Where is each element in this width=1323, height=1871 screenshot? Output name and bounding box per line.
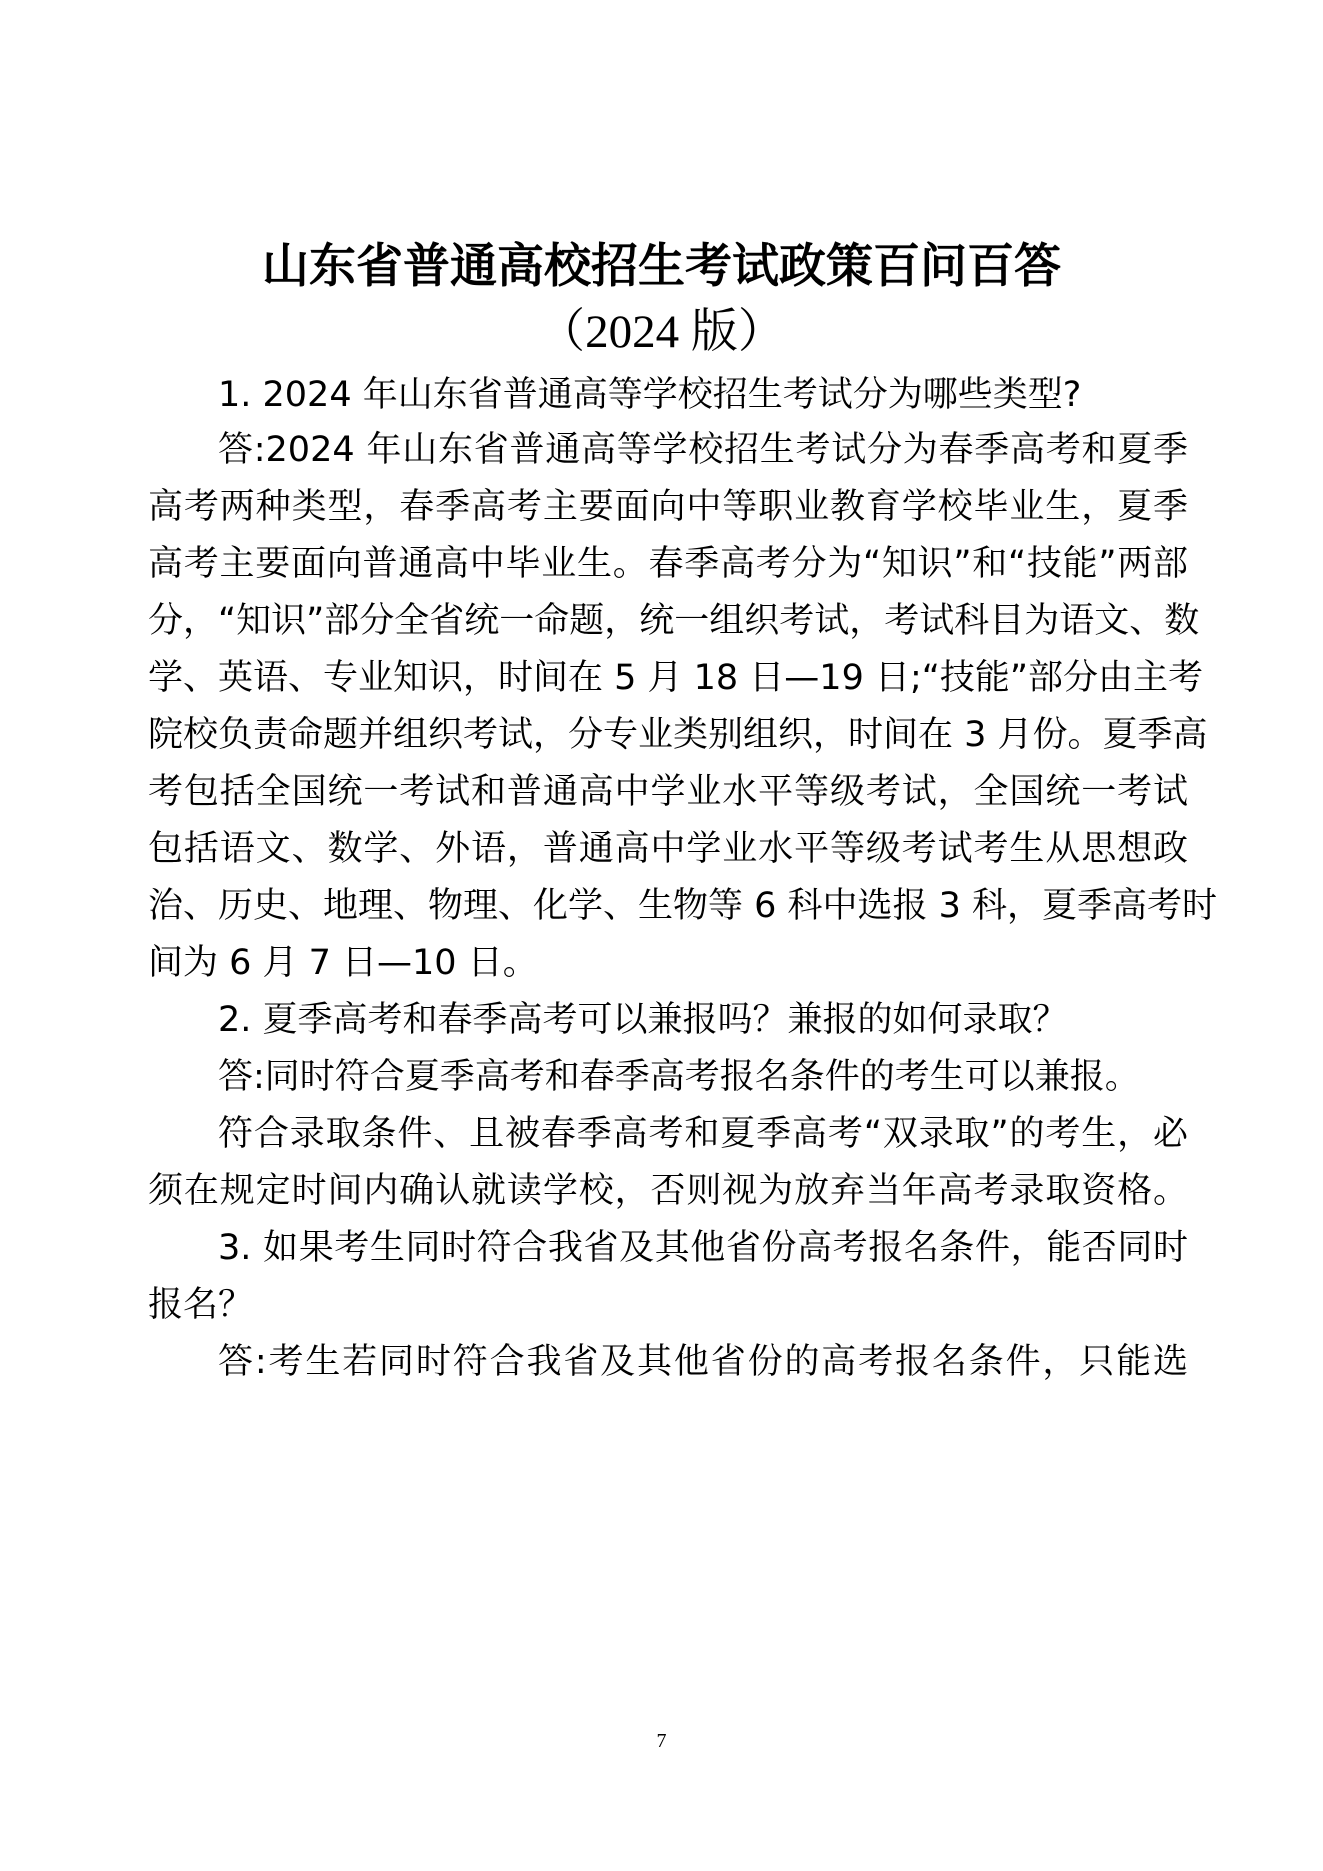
answer-2-line-1: 答:同时符合夏季高考和春季高考报名条件的考生可以兼报。 (218, 1057, 1140, 1097)
answer-1-line-5: 学、英语、专业知识，时间在 5 月 18 日—19 日;“技能”部分由主考 (148, 658, 1204, 698)
page-number: 7 (656, 1730, 667, 1752)
question-1: 1. 2024 年山东省普通高等学校招生考试分为哪些类型? (218, 375, 1082, 415)
answer-1-line-7: 考包括全国统一考试和普通高中学业水平等级考试，全国统一考试 (148, 772, 1188, 812)
title-line-1: 山东省普通高校招生考试政策百问百答 (262, 239, 1061, 294)
answer-1-line-4: 分，“知识”部分全省统一命题，统一组织考试，考试科目为语文、数 (148, 601, 1200, 641)
answer-1-line-6: 院校负责命题并组织考试，分专业类别组织，时间在 3 月份。夏季高 (148, 715, 1208, 755)
answer-1-line-10: 间为 6 月 7 日—10 日。 (148, 943, 538, 983)
title-line-2: （2024 版） (538, 306, 785, 358)
answer-1-line-3: 高考主要面向普通高中毕业生。春季高考分为“知识”和“技能”两部 (148, 544, 1188, 584)
answer-1-line-1: 答:2024 年山东省普通高等学校招生考试分为春季高考和夏季 (218, 430, 1188, 470)
answer-2-line-2: 符合录取条件、且被春季高考和夏季高考“双录取”的考生，必 (218, 1114, 1188, 1154)
answer-1-line-2: 高考两种类型，春季高考主要面向中等职业教育学校毕业生，夏季 (148, 487, 1188, 527)
answer-3-line-1: 答:考生若同时符合我省及其他省份的高考报名条件，只能选 (218, 1342, 1188, 1382)
answer-1-line-8: 包括语文、数学、外语，普通高中学业水平等级考试考生从思想政 (148, 829, 1188, 869)
answer-1-line-9: 治、历史、地理、物理、化学、生物等 6 科中选报 3 科，夏季高考时 (148, 886, 1218, 926)
question-2: 2. 夏季高考和春季高考可以兼报吗？兼报的如何录取？ (218, 1000, 1068, 1040)
answer-2-line-3: 须在规定时间内确认就读学校，否则视为放弃当年高考录取资格。 (148, 1171, 1188, 1211)
question-3-line-2: 报名？ (148, 1285, 254, 1325)
question-3-line-1: 3. 如果考生同时符合我省及其他省份高考报名条件，能否同时 (218, 1228, 1188, 1268)
